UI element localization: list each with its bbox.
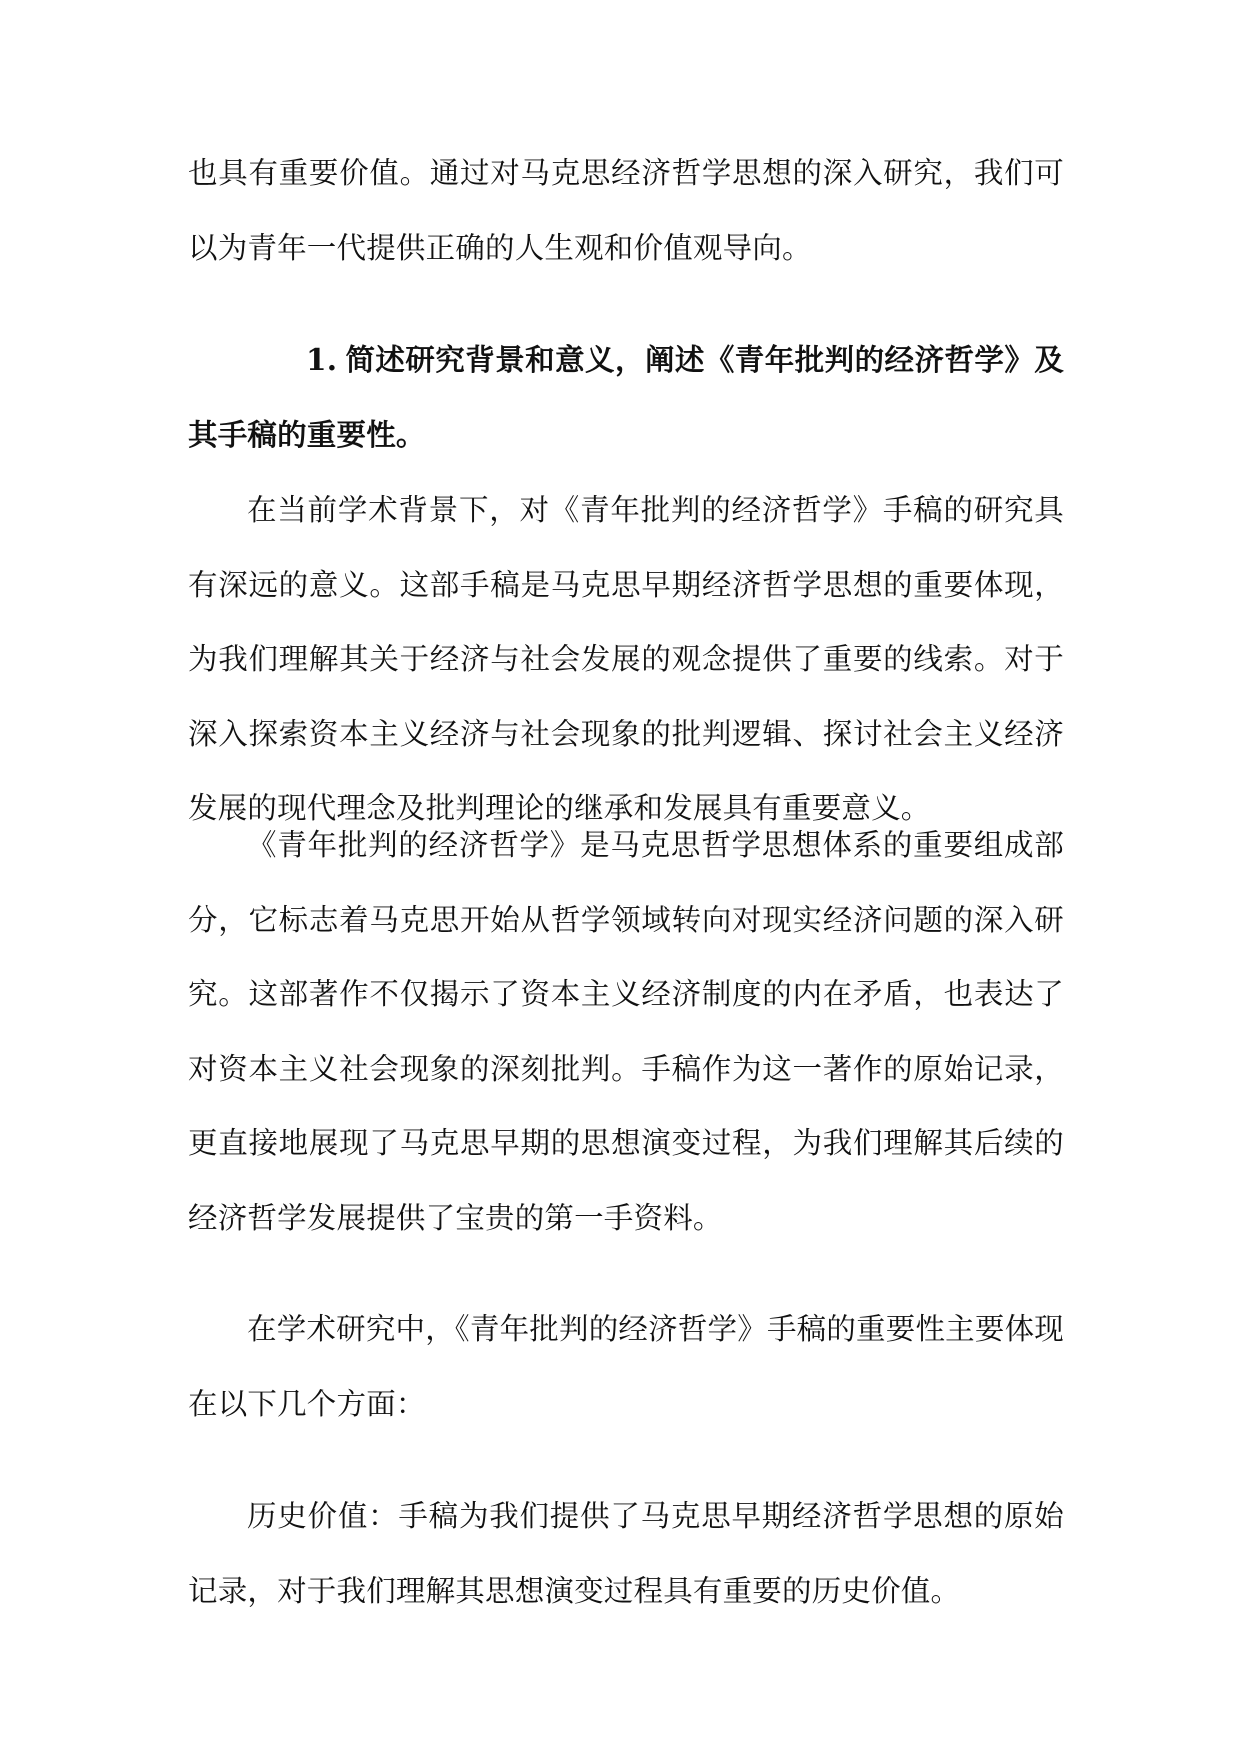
section-heading bbox=[188, 323, 1064, 472]
paragraph-background: 在当前学术背景下，对《青年批判的经济哲学》手稿的研究具有深远的意义。这部手稿是马克思早期经济哲学思想的重要体现，为我们理解其关于经济与社会发展的观念提供了重要的线索。对于深入探索资本主义经济与社会现象的批判逻辑、探讨社会主义经济发展的现代理念及批判理论的继承和发展具有重要意义。 bbox=[188, 493, 1064, 825]
paragraph-continued: 也具有重要价值。通过对马克思经济哲学思想的深入研究，我们可以为青年一代提供正确的人生观和价值观导向。 bbox=[188, 156, 1064, 265]
section-heading-number: 1. bbox=[306, 342, 338, 377]
paragraph-work-importance: 《青年批判的经济哲学》是马克思哲学思想体系的重要组成部分，它标志着马克思开始从哲学领域转向对现实经济问题的深入研究。这部著作不仅揭示了资本主义经济制度的内在矛盾，也表达了对资本主义社会现象的深刻批判。手稿作为这一著作的原始记录，更直接地展现了马克思早期的思想演变过程，为我们理解其后续的经济哲学发展提供了宝贵的第一手资料。 bbox=[188, 828, 1064, 1235]
section-heading-text: 简述研究背景和意义，阐述《青年批判的经济哲学》及其手稿的重要性。 bbox=[188, 342, 1064, 452]
paragraph-aspects-intro: 在学术研究中，《青年批判的经济哲学》手稿的重要性主要体现在以下几个方面： bbox=[188, 1312, 1064, 1421]
paragraph-historical-value: 历史价值：手稿为我们提供了马克思早期经济哲学思想的原始记录，对于我们理解其思想演变过程具有重要的历史价值。 bbox=[188, 1499, 1064, 1608]
